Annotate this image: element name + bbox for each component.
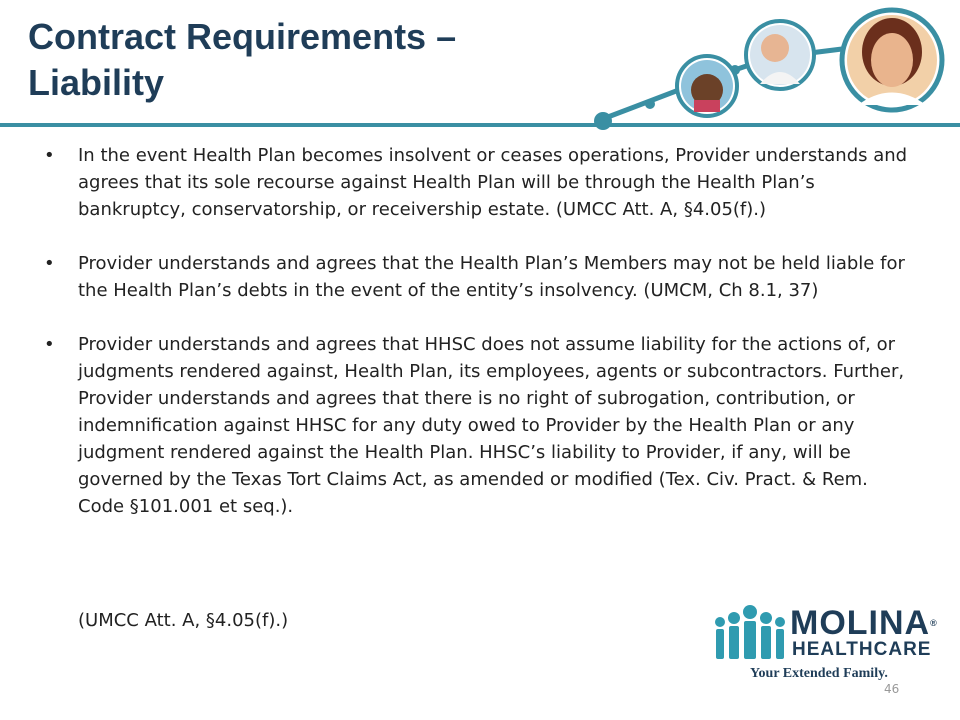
photo-doctor — [842, 10, 942, 110]
citation-trailer: (UMCC Att. A, §4.05(f).) — [78, 610, 289, 631]
molina-logo — [712, 600, 938, 690]
logo-tagline: Your Extended Family. — [750, 666, 888, 681]
connector-dot — [645, 99, 655, 109]
bullet-item: • Provider understands and agrees that HHSC does not assume liability for the actions of, or judgments rendered against, Health Plan, its employees, agents or subcontractors. Further, Provider understands and agrees that there is no right of subrogation, contribution, or indemnification against HHSC for any duty owed to Provider by the Health Plan or any judgment rendered against the Health Plan. HHSC’s liability to Provider, if any, will be governed by the Texas Tort Claims Act, as amended or modified (Tex. Civ. Pract. & Rem. Code §101.001 et seq.). — [44, 331, 914, 520]
page-number: 46 — [884, 682, 900, 696]
bullet-item: • In the event Health Plan becomes insolvent or ceases operations, Provider understands and agrees that its sole recourse against Health Plan will be through the Health Plan’s bankruptcy, conservatorship, or receivership estate. (UMCC Att. A, §4.05(f).) — [44, 142, 914, 223]
logo-subtitle: HEALTHCARE — [792, 639, 932, 660]
title-divider — [0, 123, 960, 127]
bullet-item: • Provider understands and agrees that the Health Plan’s Members may not be held liable for the Health Plan’s debts in the event of the entity’s insolvency. (UMCM, Ch 8.1, 37) — [44, 250, 914, 304]
title-line-2: Liability — [28, 62, 165, 103]
logo-wordmark: MOLINA® — [790, 604, 938, 642]
photo-older-man — [746, 21, 814, 89]
bullet-list — [44, 142, 914, 547]
connector-dot — [594, 112, 612, 130]
title-line-1: Contract Requirements – — [28, 16, 457, 57]
slide-title — [28, 14, 456, 106]
molina-family-icon — [712, 604, 788, 664]
photo-child — [677, 56, 737, 116]
